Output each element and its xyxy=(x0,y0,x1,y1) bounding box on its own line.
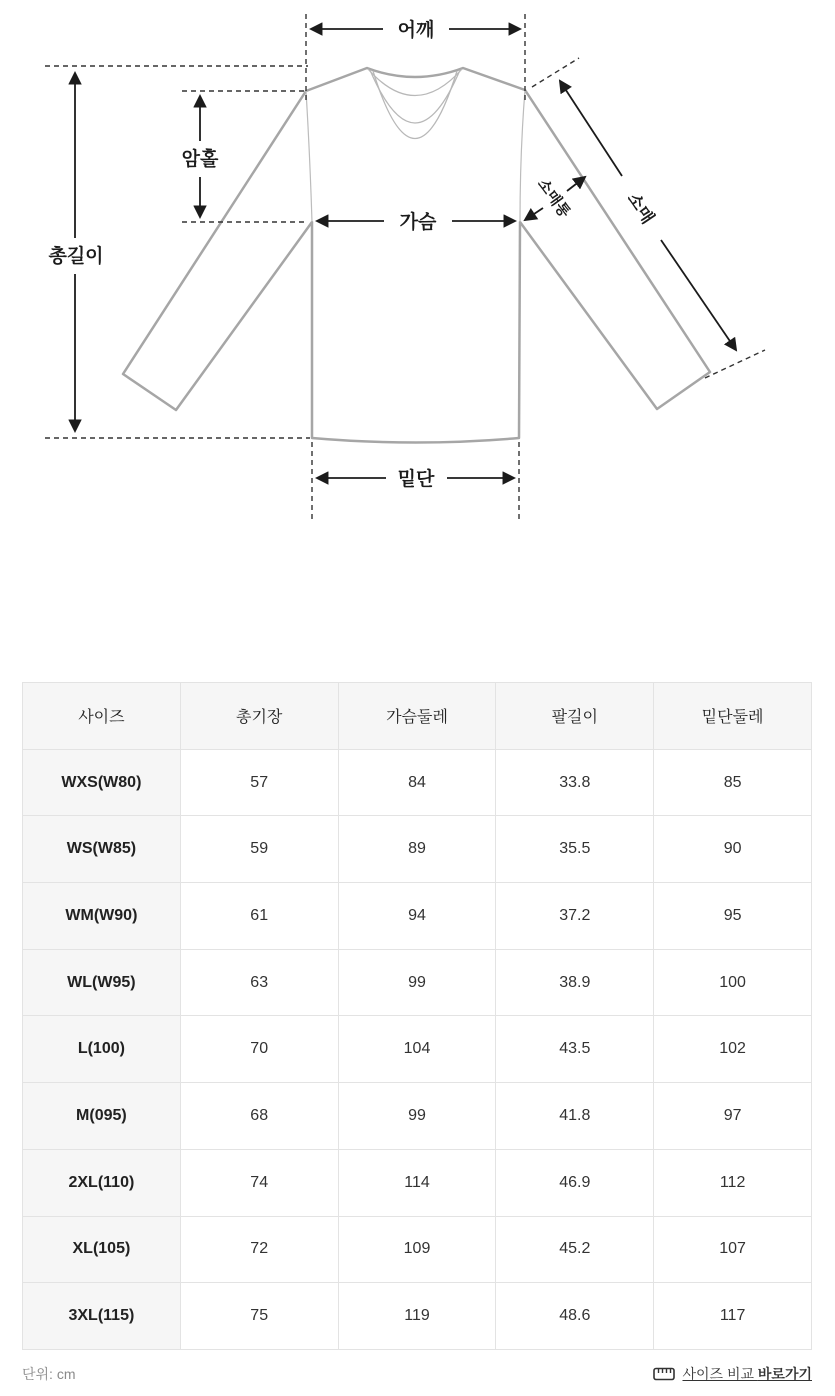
value-cell: 109 xyxy=(338,1216,496,1283)
ruler-icon xyxy=(653,1367,675,1381)
size-cell: 2XL(110) xyxy=(23,1149,181,1216)
value-cell: 57 xyxy=(180,749,338,816)
value-cell: 37.2 xyxy=(496,883,654,950)
shoulder-label: 어깨 xyxy=(397,20,435,41)
chest-label: 가슴 xyxy=(399,212,437,233)
value-cell: 107 xyxy=(654,1216,812,1283)
value-cell: 33.8 xyxy=(496,749,654,816)
total-length-label: 총길이 xyxy=(48,246,104,267)
value-cell: 100 xyxy=(654,949,812,1016)
header-total-length: 총기장 xyxy=(180,683,338,750)
size-cell: WXS(W80) xyxy=(23,749,181,816)
value-cell: 35.5 xyxy=(496,816,654,883)
value-cell: 104 xyxy=(338,1016,496,1083)
size-cell: M(095) xyxy=(23,1083,181,1150)
armhole-label: 암홀 xyxy=(181,149,219,170)
value-cell: 41.8 xyxy=(496,1083,654,1150)
value-cell: 74 xyxy=(180,1149,338,1216)
value-cell: 48.6 xyxy=(496,1283,654,1350)
table-row xyxy=(23,883,812,950)
header-size: 사이즈 xyxy=(23,683,181,750)
value-cell: 63 xyxy=(180,949,338,1016)
value-cell: 95 xyxy=(654,883,812,950)
value-cell: 43.5 xyxy=(496,1016,654,1083)
value-cell: 72 xyxy=(180,1216,338,1283)
value-cell: 119 xyxy=(338,1283,496,1350)
header-arm-length: 팔길이 xyxy=(496,683,654,750)
value-cell: 68 xyxy=(180,1083,338,1150)
garment-measurement-diagram xyxy=(0,0,835,545)
value-cell: 75 xyxy=(180,1283,338,1350)
diagram-svg xyxy=(0,0,835,545)
value-cell: 84 xyxy=(338,749,496,816)
shirt-outline xyxy=(123,68,710,443)
value-cell: 97 xyxy=(654,1083,812,1150)
size-compare-link[interactable] xyxy=(653,1364,812,1384)
table-row xyxy=(23,1283,812,1350)
value-cell: 46.9 xyxy=(496,1149,654,1216)
size-table xyxy=(22,682,812,1350)
table-row xyxy=(23,816,812,883)
unit-label: 단위: cm xyxy=(22,1365,76,1382)
size-compare-link-label: 사이즈 비교 바로가기 xyxy=(682,1365,812,1382)
table-footer xyxy=(22,1364,812,1384)
value-cell: 89 xyxy=(338,816,496,883)
value-cell: 70 xyxy=(180,1016,338,1083)
table-row xyxy=(23,1216,812,1283)
value-cell: 45.2 xyxy=(496,1216,654,1283)
size-cell: 3XL(115) xyxy=(23,1283,181,1350)
header-chest-circumference: 가슴둘레 xyxy=(338,683,496,750)
size-cell: WL(W95) xyxy=(23,949,181,1016)
size-cell: WM(W90) xyxy=(23,883,181,950)
header-row xyxy=(23,683,812,750)
value-cell: 99 xyxy=(338,1083,496,1150)
value-cell: 38.9 xyxy=(496,949,654,1016)
size-cell: L(100) xyxy=(23,1016,181,1083)
value-cell: 59 xyxy=(180,816,338,883)
table-row xyxy=(23,1149,812,1216)
table-row xyxy=(23,949,812,1016)
value-cell: 102 xyxy=(654,1016,812,1083)
header-hem-circumference: 밑단둘레 xyxy=(654,683,812,750)
hem-label: 밑단 xyxy=(397,469,435,490)
table-row xyxy=(23,749,812,816)
value-cell: 61 xyxy=(180,883,338,950)
size-table-header xyxy=(23,683,812,750)
value-cell: 85 xyxy=(654,749,812,816)
sleeve-width-label: 소매통 xyxy=(533,175,574,221)
size-table-body xyxy=(23,749,812,1349)
table-row xyxy=(23,1083,812,1150)
value-cell: 112 xyxy=(654,1149,812,1216)
value-cell: 114 xyxy=(338,1149,496,1216)
value-cell: 90 xyxy=(654,816,812,883)
value-cell: 99 xyxy=(338,949,496,1016)
value-cell: 117 xyxy=(654,1283,812,1350)
size-cell: XL(105) xyxy=(23,1216,181,1283)
size-cell: WS(W85) xyxy=(23,816,181,883)
table-row xyxy=(23,1016,812,1083)
sleeve-label: 소매 xyxy=(623,189,658,228)
value-cell: 94 xyxy=(338,883,496,950)
